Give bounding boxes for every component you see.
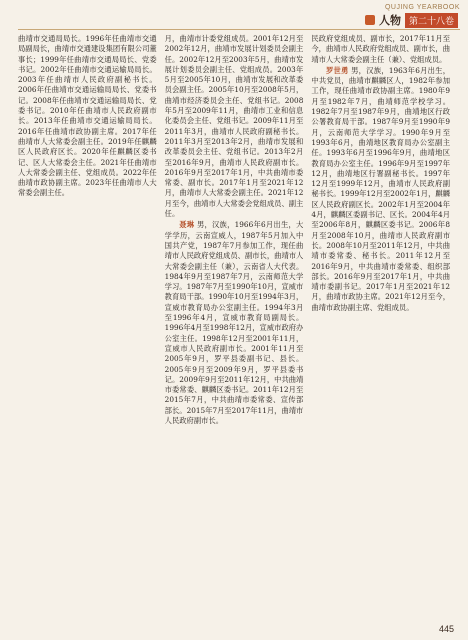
page-header bbox=[365, 12, 458, 28]
paragraph bbox=[311, 34, 450, 65]
paragraph bbox=[18, 34, 157, 199]
column-1 bbox=[18, 34, 157, 620]
section-marker-icon bbox=[365, 15, 375, 25]
yearbook-kicker: QUJING YEARBOOK bbox=[384, 4, 460, 11]
paragraph bbox=[165, 220, 304, 426]
paragraph bbox=[165, 34, 304, 219]
paragraph-text: 男，汉族，1966年6月出生，大学学历，云南宣威人，1987年5月加入中国共产党，1987年7月参加工作，现任曲靖市人民政府党组成员、副市长，曲靖市人大常委会副主任（兼），云南省人大代表。1984年9月至1987年7月，云南师范大学学习。1987年7月至1990年10月，宣威市教育局干部。1990年10月至1994年3月，宣威市教育局办公室副主任。1994年3月至1996年4月，宣威市教育局副局长。1996年4月至1998年12月，宣威市政府办公室主任。1998年12月至2001年11月，宣威市人民政府副市长。2001年11月至2005年9月，罗平县委副书记、县长。2005年9月至2009年9月，罗平县委书记。2009年9月至2011年12月，中共曲靖市委常委、麒麟区委书记。2011年12月至2015年7月，中共曲靖市委常委、宣传部部长。2015年7月至2017年11月，曲靖市人民政府副市长。 bbox=[164, 220, 304, 425]
paragraph-text: 月，曲靖市计委党组成员。2001年12月至2002年12月，曲靖市发展计划委员会副主任。2002年12月至2003年5月，曲靖市发展计划委员会副主任、党组成员。2003年5月至2005年10月，曲靖市发展和改革委员会副主任。2005年10月至2008年5月，曲靖市经济委员会主任、党组书记。2008年5月至2009年11月，曲靖市工业和信息化委员会主任、党组书记。2009年11月至2011年3月，曲靖市人民政府副秘书长。2011年3月至2013年2月，曲靖市发展和改革委员会主任、党组书记。2013年2月至2016年9月，曲靖市人民政府副市长。2016年9月至2017年1月，中共曲靖市委常委、副市长。2017年1月至2021年12月，曲靖市人大常委会副主任。2021年12月至今，曲靖市人大常委会党组成员、副主任。 bbox=[164, 34, 304, 219]
page-number: 445 bbox=[438, 624, 454, 634]
article-body bbox=[18, 34, 450, 620]
section-title: 人物 bbox=[378, 14, 401, 27]
header-divider bbox=[18, 29, 460, 30]
person-name: 罗世勇 bbox=[325, 65, 349, 75]
column-3 bbox=[311, 34, 450, 620]
chapter-badge: 第二十八卷 bbox=[405, 13, 458, 28]
paragraph-text: 曲靖市交通局局长。1996年任曲靖市交通局副局长，曲靖市交通建设集团有限公司董事长；1999年任曲靖市交通局局长、党委书记。2002年任曲靖市交通运输局局长。2003年任曲靖市人民政府副秘书长。2006年任曲靖市交通运输局局长、党委书记。2008年任曲靖市交通运输局局长、党委书记。2010年任曲靖市人民政府副市长。2013年任曲靖市交通运输局局长。2016年任曲靖市政协副主席。2017年任曲靖市人大常委会副主任。2019年任麒麟区人民政府区长。2020年任麒麟区委书记、区人大常委会主任。2021年任曲靖市人大常委会副主任、党组成员。2022年任曲靖市政协副主席。2023年任曲靖市人大常委会副主任。 bbox=[18, 34, 157, 198]
paragraph-text: 民政府党组成员、副市长，2017年11月至今，曲靖市人民政府党组成员、副市长，曲靖市人大常委会副主任（兼）、党组成员。 bbox=[311, 34, 451, 64]
paragraph-text: 男，汉族，1963年6月出生，中共党员，曲靖市麒麟区人，1982年参加工作，现任曲靖市政协副主席。1980年9月至1982年7月，曲靖师范学校学习。1982年7月至1987年9月，曲靖地区行政公署教育局干部。1987年9月至1990年9月，云南师范大学学习。1990年9月至1993年6月，曲靖地区教育局办公室副主任。1993年6月至1996年9月，曲靖地区教育局办公室主任。1996年9月至1997年12月，曲靖地区行署副秘书长。1997年12月至1999年12月，曲靖市人民政府副秘书长。1999年12月至2002年1月，麒麟区人民政府副区长。2002年1月至2004年4月，麒麟区委副书记、区长。2004年4月至2006年8月，麒麟区委书记。2006年8月至2008年10月，曲靖市人民政府副市长。2008年10月至2011年12月，中共曲靖市委常委、秘书长。2011年12月至2016年9月，中共曲靖市委常委、组织部部长。2016年9月至2017年1月，中共曲靖市委副书记。2017年1月至2021年12月，曲靖市政协主席。2021年12月至今，曲靖市政协副主席、党组成员。 bbox=[311, 65, 451, 312]
column-2 bbox=[165, 34, 304, 620]
person-name: 聂琳 bbox=[179, 220, 195, 230]
paragraph bbox=[311, 66, 450, 313]
